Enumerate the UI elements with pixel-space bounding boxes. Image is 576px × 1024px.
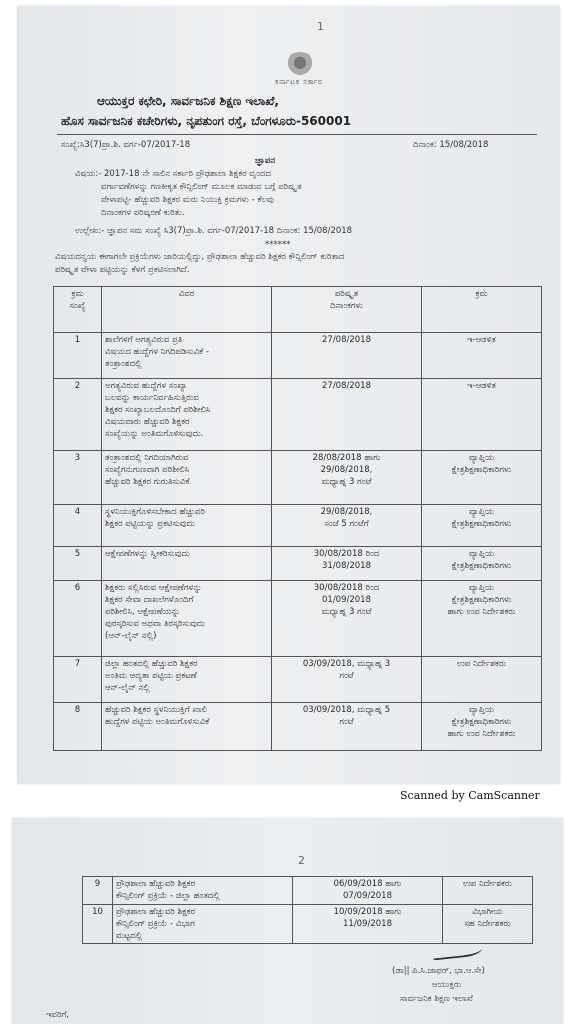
header-details: ವಿವರ xyxy=(102,287,272,333)
cell-line: 30/08/2018 ರಿಂದ xyxy=(313,549,380,559)
cell-line: ಆನ್-ಲೈನ್ ನಲ್ಲಿ xyxy=(105,683,150,693)
cell-line: ಕ್ಷೇತ್ರಶಿಕ್ಷಣಾಧಿಕಾರಿಗಳು xyxy=(451,595,512,605)
cell-dates xyxy=(272,379,422,451)
cell-line: ಪುರಸ್ಕರಿಸುವ ಅಥವಾ ತಿರಸ್ಕರಿಸುವುದು xyxy=(105,619,206,629)
intro-line: ಪರಿಷ್ಕೃತ ವೇಳಾ ಪಟ್ಟಿಯನ್ನು ಕೆಳಗೆ ಪ್ರಕಟಿಸಲಾಗಿದೆ. xyxy=(55,265,190,275)
cell-details xyxy=(113,905,293,944)
cell-line: ಕ್ಷೇತ್ರಶಿಕ್ಷಣಾಧಿಕಾರಿಗಳು xyxy=(451,519,512,529)
cell-line: ಅಗತ್ಯವಿರುವ ಹುದ್ದೆಗಳ ಸಂಖ್ಯಾ xyxy=(105,381,188,391)
cell-dates xyxy=(272,505,422,547)
cell-action xyxy=(422,657,542,703)
cell-line: 29/08/2018, xyxy=(320,465,373,475)
gov-label: ಕರ್ನಾಟಕ ಸರ್ಕಾರ xyxy=(275,78,323,86)
cell-sl: 2 xyxy=(54,379,102,451)
table-row xyxy=(83,877,533,905)
cell-line: ಪರಿಶೀಲಿಸಿ, ಆಕ್ಷೇಪಣೆಯನ್ನು xyxy=(105,607,180,617)
cell-dates xyxy=(272,657,422,703)
cell-line: ವಿಭಾಗೀಯ xyxy=(472,907,503,917)
cell-line: ಸಂಜೆ 5 ಗಂಟೆಗೆ xyxy=(324,519,369,529)
cell-line: 07/09/2018 xyxy=(343,891,392,901)
cell-details xyxy=(102,333,272,379)
subject-line: ವರ್ಗಾವಣೆಗಳನ್ನು ಗಣಕೀಕೃತ ಕೌನ್ಸಿಲಿಂಗ್ ಮೂಲಕ ಮಾಡುವ ಬಗ್ಗೆ ಪರಿಷ್ಕೃತ xyxy=(101,182,302,192)
cell-line: ಹುದ್ದೆಗಳ ಪಟ್ಟಿಯ ಅಂತಿಮಗೊಳಿಸುವಿಕೆ xyxy=(105,717,210,727)
cell-line: ಬಲವನ್ನು ಕಾರ್ಯನಿರ್ವಹಿಸುತ್ತಿರುವ xyxy=(105,393,199,403)
cell-action xyxy=(422,505,542,547)
cell-line: ಗಂಟೆ xyxy=(339,717,354,727)
cell-line: ಹೆಚ್ಚುವರಿ ಶಿಕ್ಷಕರ ಸ್ಥಳನಿಯುಕ್ತಿಗೆ ಖಾಲಿ xyxy=(105,705,207,715)
header-action: ಕ್ರಮ xyxy=(422,287,542,333)
cell-line: ಉಪ ನಿರ್ದೇಶಕರು xyxy=(456,659,507,669)
table-row xyxy=(83,905,533,944)
cell-line: ಶಿಕ್ಷಕರ ಸಂಖ್ಯಾಬಲದೊಂದಿಗೆ ಪರಿಶೀಲಿಸಿ xyxy=(105,405,211,415)
cell-action xyxy=(422,379,542,451)
reference-line: ಉಲ್ಲೇಖ:- ಜ್ಞಾಪನ ಸಮ ಸಂಖ್ಯೆ ಸಿ3(7)ಪ್ರಾ.ಶಿ. ವರ್ಗ-07/2017-18 ದಿನಾಂಕ: 15/08/2018 xyxy=(75,226,353,236)
table-row xyxy=(54,547,542,581)
cell-sl: 1 xyxy=(54,333,102,379)
header-text: ದಿನಾಂಕಗಳು xyxy=(330,301,363,311)
table-body xyxy=(54,333,542,751)
table-body xyxy=(83,877,533,944)
cell-line: ಪ್ರೌಢಶಾಲಾ ಹೆಚ್ಚುವರಿ ಶಿಕ್ಷಕರ xyxy=(116,879,196,889)
cell-line: ಇ-ಆಡಳಿತ xyxy=(467,381,496,391)
cell-line: ಇ-ಆಡಳಿತ xyxy=(467,335,496,345)
document-page-2 xyxy=(12,818,563,1024)
separator: ****** xyxy=(265,240,291,250)
table-header-row xyxy=(54,287,542,333)
cell-sl: 9 xyxy=(83,877,113,905)
cell-line: ವ್ಯಾಪ್ತಿಯ xyxy=(469,705,494,715)
signatory-title: ಆಯುಕ್ತರು xyxy=(432,980,462,990)
cell-line: ಶಿಕ್ಷಕರ ಸೇವಾ ದಾಖಲೆಗಳೊಂದಿಗೆ xyxy=(105,595,194,605)
header-sl xyxy=(54,287,102,333)
header-text: ಕ್ರಮ xyxy=(71,289,84,299)
table-row xyxy=(54,451,542,505)
government-emblem-icon xyxy=(285,52,315,76)
cell-line: 03/09/2018, ಮಧ್ಯಾಹ್ನ 3 xyxy=(302,659,391,669)
cell-line: (ಆನ್-ಲೈನ್ ನಲ್ಲಿ) xyxy=(105,631,157,641)
signatory-name: (ಡಾ|| ಪಿ.ಸಿ.ಜಾಫರ್, ಭಾ.ಆ.ಸೇ) xyxy=(392,966,485,976)
cell-line: ಮಧ್ಯಾಹ್ನ 3 ಗಂಟೆ xyxy=(321,477,372,487)
cell-line: ವ್ಯಾಪ್ತಿಯ xyxy=(469,583,494,593)
cell-line: 01/09/2018 xyxy=(322,595,371,605)
cell-line: ಮಧ್ಯಾಹ್ನ 3 ಗಂಟೆ xyxy=(321,607,372,617)
cell-line: ಜಿಲ್ಲಾ ಹಂತದಲ್ಲಿ ಹೆಚ್ಚುವರಿ ಶಿಕ್ಷಕರ xyxy=(105,659,198,669)
cell-sl: 3 xyxy=(54,451,102,505)
cell-details xyxy=(102,505,272,547)
cell-line: ಸಹ ನಿರ್ದೇಶಕರು xyxy=(464,919,511,929)
table-row xyxy=(54,703,542,751)
cell-line: ಹೆಚ್ಚುವರಿ ಶಿಕ್ಷಕರ ಗುರುತಿಸುವಿಕೆ xyxy=(105,477,190,487)
cell-line: ಶಿಕ್ಷಕರು ಸಲ್ಲಿಸಿರುವ ಆಕ್ಷೇಪಣೆಗಳನ್ನು xyxy=(105,583,202,593)
cell-line: ತಂತ್ರಾಂಶದಲ್ಲಿ ನಿಗದಿಯಾಗಿರುವ xyxy=(105,453,189,463)
cell-details xyxy=(102,657,272,703)
cell-details xyxy=(113,877,293,905)
cell-sl: 7 xyxy=(54,657,102,703)
cell-line: ಉಪ ನಿರ್ದೇಶಕರು xyxy=(462,879,513,889)
cell-action xyxy=(443,905,533,944)
cell-line: 29/08/2018, xyxy=(320,507,373,517)
cell-line: ಸಂಖ್ಯೆಯನ್ನು ಅಂತಿಮಗೊಳಿಸುವುದು. xyxy=(105,429,204,439)
cell-sl: 8 xyxy=(54,703,102,751)
cell-line: ವ್ಯಾಪ್ತಿಯ xyxy=(469,453,494,463)
cell-line: ಶಿಕ್ಷಕರ ಪಟ್ಟಿಯನ್ನು ಪ್ರಕಟಿಸುವುದು xyxy=(105,519,195,529)
scanned-by-label: Scanned by CamScanner xyxy=(400,789,540,802)
cell-line: ಸ್ಥಳನಿಯುಕ್ತಿಗೊಳಿಸಬೇಕಾದ ಹೆಚ್ಚುವರಿ xyxy=(105,507,205,517)
reference-number: ಸಂಖ್ಯೆ:ಸಿ3(7)ಪ್ರಾ.ಶಿ. ವರ್ಗ-07/2017-18 xyxy=(61,140,191,150)
signatory-department: ಸಾರ್ವಜನಿಕ ಶಿಕ್ಷಣ ಇಲಾಖೆ xyxy=(400,994,473,1004)
cell-details xyxy=(102,703,272,751)
page-number: 2 xyxy=(298,854,305,867)
cell-action xyxy=(422,451,542,505)
cell-dates xyxy=(272,333,422,379)
subject-line: ವಿಷಯ:- 2017-18 ನೇ ಸಾಲಿನ ಸರ್ಕಾರಿ ಪ್ರೌಢಶಾಲಾ ಶಿಕ್ಷಕರ ವೃಂದದ xyxy=(75,169,272,179)
header-rule xyxy=(57,134,537,135)
cell-line: ಶಾಲೆಗಳಿಗೆ ಅಗತ್ಯವಿರುವ ಪ್ರತಿ xyxy=(105,335,183,345)
cell-sl: 5 xyxy=(54,547,102,581)
cell-line: 28/08/2018 ಹಾಗು xyxy=(312,453,381,463)
cell-details xyxy=(102,451,272,505)
cell-dates xyxy=(272,703,422,751)
cell-details xyxy=(102,581,272,657)
header-dates xyxy=(272,287,422,333)
cell-line: ಕ್ಷೇತ್ರಶಿಕ್ಷಣಾಧಿಕಾರಿಗಳು xyxy=(451,717,512,727)
cell-line: 10/09/2018 ಹಾಗು xyxy=(333,907,402,917)
subject-line: ದಿನಾಂಕಗಳ ಪರಿಷ್ಕರಣೆ ಕುರಿತು. xyxy=(101,208,185,218)
intro-line: ವಿಷಯದನ್ವಯ ಈಗಾಗಲೇ ಪ್ರಕ್ರಿಯೆಗಳು ಜಾರಿಯಲ್ಲಿದ್ದು, ಪ್ರೌಢಶಾಲಾ ಹೆಚ್ಚುವರಿ ಶಿಕ್ಷಕರ ಕೌನ್ಸಿಲಿಂಗ್ ಕುರಿತಾದ xyxy=(55,252,345,262)
table-row xyxy=(54,505,542,547)
cell-action xyxy=(422,333,542,379)
cell-sl: 4 xyxy=(54,505,102,547)
cell-line: ಕೌನ್ಸಿಲಿಂಗ್ ಪ್ರಕ್ರಿಯೆ - ಜಿಲ್ಲಾ ಹಂತದಲ್ಲಿ xyxy=(116,891,220,901)
cell-line: 27/08/2018 xyxy=(322,335,371,345)
cell-action xyxy=(443,877,533,905)
cell-dates xyxy=(272,581,422,657)
cell-line: ಕ್ಷೇತ್ರಶಿಕ್ಷಣಾಧಿಕಾರಿಗಳು xyxy=(451,561,512,571)
cell-line: ತಂತ್ರಾಂಶದಲ್ಲಿ xyxy=(105,359,142,369)
cell-line: 06/09/2018 ಹಾಗು xyxy=(333,879,402,889)
cell-line: ವ್ಯಾಪ್ತಿಯ xyxy=(469,549,494,559)
cell-line: ವಿಷಯವಾರು ಹೆಚ್ಚುವರಿ ಶಿಕ್ಷಕರ xyxy=(105,417,190,427)
cell-line: ಮಟ್ಟದಲ್ಲಿ xyxy=(116,931,143,941)
subject-line: ವೇಳಾಪಟ್ಟಿ- ಹೆಚ್ಚುವರಿ ಶಿಕ್ಷಕರ ಮರು ನಿಯುಕ್ತಿ ಕ್ರಮಗಳು - ಕೆಲವು xyxy=(101,195,274,205)
cell-dates xyxy=(272,547,422,581)
cell-dates xyxy=(272,451,422,505)
cell-line: ವ್ಯಾಪ್ತಿಯ xyxy=(469,507,494,517)
cell-line: 30/08/2018 ರಿಂದ xyxy=(313,583,380,593)
document-page-1 xyxy=(17,6,560,784)
cell-details xyxy=(102,547,272,581)
table-row xyxy=(54,379,542,451)
cell-line: ಹಾಗು ಉಪ ನಿರ್ದೇಶಕರು xyxy=(447,607,516,617)
cell-action xyxy=(422,547,542,581)
cell-dates xyxy=(293,877,443,905)
signature xyxy=(431,937,483,960)
cell-sl: 10 xyxy=(83,905,113,944)
cell-line: ಗಂಟೆ xyxy=(339,671,354,681)
cell-details xyxy=(102,379,272,451)
table-row xyxy=(54,333,542,379)
cell-line: ಸಂಖ್ಯೆಗನುಗುಣವಾಗಿ ಪರಿಶೀಲಿಸಿ xyxy=(105,465,190,475)
table-row xyxy=(54,581,542,657)
cell-dates xyxy=(293,905,443,944)
header-text: ಪರಿಷ್ಕೃತ xyxy=(334,289,359,299)
cell-line: 11/09/2018 xyxy=(343,919,392,929)
document-date: ದಿನಾಂಕ: 15/08/2018 xyxy=(413,140,489,150)
cell-line: 27/08/2018 xyxy=(322,381,371,391)
office-line-1: ಆಯುಕ್ತರ ಕಛೇರಿ, ಸಾರ್ವಜನಿಕ ಶಿಕ್ಷಣ ಇಲಾಖೆ, xyxy=(97,94,279,108)
cell-action xyxy=(422,581,542,657)
cell-line: 03/09/2018, ಮಧ್ಯಾಹ್ನ 5 xyxy=(302,705,391,715)
cell-line: ಹಾಗು ಉಪ ನಿರ್ದೇಶಕರು xyxy=(447,729,516,739)
to-label: ಇವರಿಗೆ, xyxy=(46,1010,70,1020)
cell-line: ಕೌನ್ಸಿಲಿಂಗ್ ಪ್ರಕ್ರಿಯೆ - ವಿಭಾಗ xyxy=(116,919,195,929)
cell-line: ಕ್ಷೇತ್ರಶಿಕ್ಷಣಾಧಿಕಾರಿಗಳು xyxy=(451,465,512,475)
cell-line: ವಿಷಯದ ಹುದ್ದೆಗಳ ನಿಗದಿಪಡಿಸುವಿಕೆ - xyxy=(105,347,209,357)
notice-title: ಜ್ಞಾಪನ xyxy=(255,156,276,166)
table-row xyxy=(54,657,542,703)
office-line-2: ಹೊಸ ಸಾರ್ವಜನಿಕ ಕಚೇರಿಗಳು, ನೃಪತುಂಗ ರಸ್ತೆ, ಬೆಂಗಳೂರು-560001 xyxy=(61,114,352,128)
cell-action xyxy=(422,703,542,751)
cell-sl: 6 xyxy=(54,581,102,657)
cell-line: ಅಂತಿಮ ಆದ್ಯತಾ ಪಟ್ಟಿಯ ಪ್ರಕಟಣೆ xyxy=(105,671,197,681)
page-number: 1 xyxy=(317,20,324,33)
header-text: ಸಂಖ್ಯೆ xyxy=(69,301,86,311)
schedule-table-continued xyxy=(82,876,533,944)
cell-line: 31/08/2018 xyxy=(322,561,371,571)
schedule-table xyxy=(53,286,542,751)
cell-line: ಆಕ್ಷೇಪಣೆಗಳನ್ನು ಸ್ವೀಕರಿಸುವುದು xyxy=(105,549,190,559)
cell-line: ಪ್ರೌಢಶಾಲಾ ಹೆಚ್ಚುವರಿ ಶಿಕ್ಷಕರ xyxy=(116,907,196,917)
